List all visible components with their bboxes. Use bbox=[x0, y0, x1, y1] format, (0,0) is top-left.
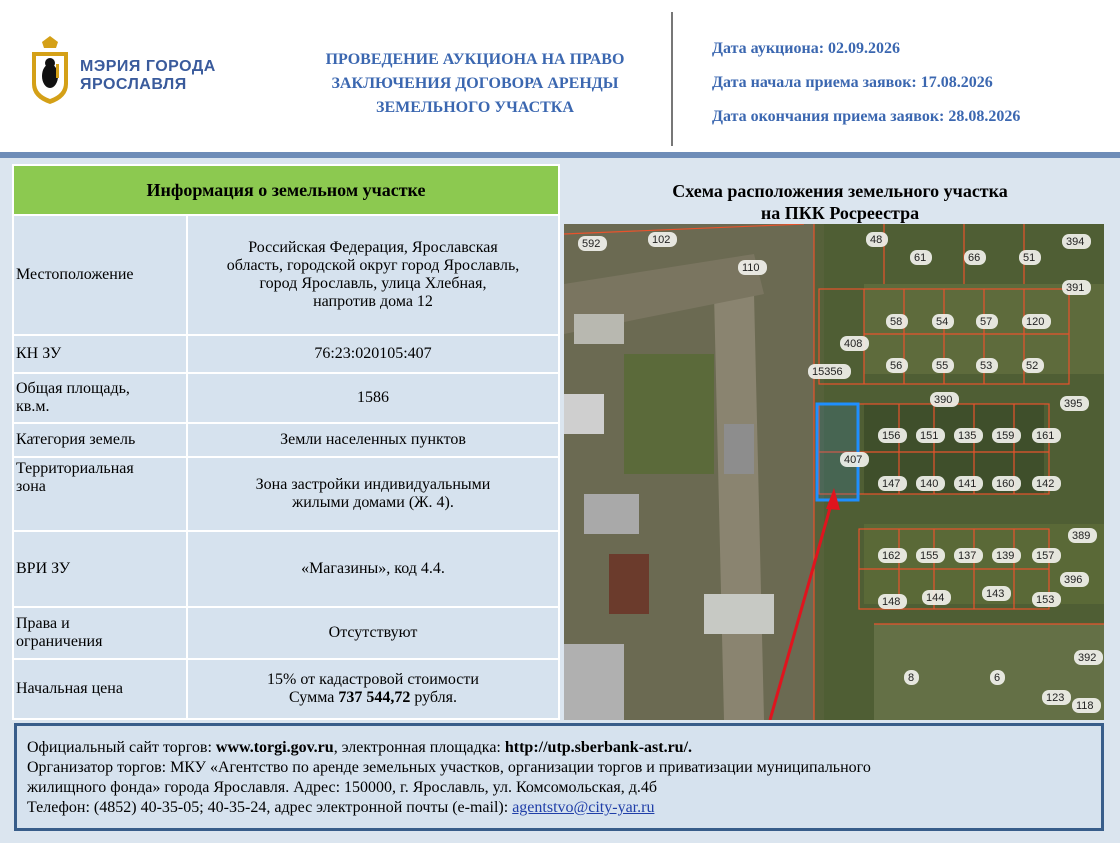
map-image bbox=[564, 224, 1104, 720]
parcel-label: 390 bbox=[934, 394, 953, 406]
value-line: город Ярославль, улица Хлебная, bbox=[259, 275, 487, 292]
row-label: Местоположение bbox=[13, 215, 187, 335]
footer-line1 bbox=[27, 738, 1091, 758]
row-label: ВРИ ЗУ bbox=[13, 531, 187, 607]
auction-dates bbox=[712, 40, 1020, 142]
platform-link[interactable]: http://utp.sberbank-ast.ru/. bbox=[504, 739, 693, 756]
row-label bbox=[13, 373, 187, 423]
cadastral-map[interactable] bbox=[564, 224, 1104, 720]
parcel-label: 135 bbox=[958, 430, 977, 442]
info-heading: Информация о земельном участке bbox=[13, 165, 559, 215]
value-line: напротив дома 12 bbox=[313, 293, 433, 310]
parcel-label: 54 bbox=[936, 316, 949, 328]
parcel-label: 153 bbox=[1036, 594, 1055, 606]
label-line: кв.м. bbox=[16, 398, 50, 415]
parcel-label: 395 bbox=[1064, 398, 1083, 410]
row-label: Категория земель bbox=[13, 423, 187, 457]
parcel-label: 394 bbox=[1066, 236, 1085, 248]
parcel-label: 160 bbox=[996, 478, 1015, 490]
header-divider bbox=[671, 12, 673, 146]
parcel-label: 155 bbox=[920, 550, 939, 562]
row-value: Земли населенных пунктов bbox=[187, 423, 559, 457]
parcel-label: 140 bbox=[920, 478, 939, 490]
email-link[interactable]: agentstvo@city-yar.ru bbox=[512, 799, 655, 816]
application-end-date: Дата окончания приема заявок: 28.08.2026 bbox=[712, 108, 1021, 125]
label-line: зона bbox=[16, 478, 46, 495]
label-line: Территориальная bbox=[16, 460, 134, 477]
parcel-label: 391 bbox=[1066, 282, 1085, 294]
parcel-label: 61 bbox=[914, 252, 927, 264]
row-value: Отсутствуют bbox=[187, 607, 559, 659]
table-row bbox=[13, 607, 559, 659]
parcel-label: 52 bbox=[1026, 360, 1039, 372]
parcel-label: 48 bbox=[870, 234, 883, 246]
parcel-label: 161 bbox=[1036, 430, 1055, 442]
parcel-label: 389 bbox=[1072, 530, 1091, 542]
sum-value: 737 544,72 bbox=[338, 689, 411, 706]
page-title bbox=[285, 48, 665, 120]
scheme-title bbox=[565, 180, 1115, 224]
land-info-table bbox=[12, 164, 560, 720]
title-line2: ЗАКЛЮЧЕНИЯ ДОГОВОРА АРЕНДЫ bbox=[331, 75, 619, 92]
row-label: Начальная цена bbox=[13, 659, 187, 719]
value-line: Российская Федерация, Ярославская bbox=[248, 239, 498, 256]
value-line: область, городской округ город Ярославль, bbox=[226, 257, 520, 274]
area-value: 1586 bbox=[187, 373, 559, 423]
scheme-title-line2: на ПКК Росреестра bbox=[760, 203, 920, 223]
row-value: «Магазины», код 4.4. bbox=[187, 531, 559, 607]
label-line: Права и bbox=[16, 615, 70, 632]
parcel-label: 110 bbox=[742, 262, 760, 274]
sum-prefix: Сумма bbox=[289, 689, 339, 706]
platform-label: , электронная площадка: bbox=[333, 739, 505, 756]
value-line: 15% от кадастровой стоимости bbox=[267, 671, 479, 688]
parcel-label: 142 bbox=[1036, 478, 1055, 490]
phone-text: Телефон: (4852) 40-35-05; 40-35-24, адрес электронной почты (e-mail): bbox=[27, 799, 513, 816]
table-row bbox=[13, 531, 559, 607]
label-line: Общая площадь, bbox=[16, 380, 130, 397]
parcel-label: 144 bbox=[926, 592, 945, 604]
parcel-label: 396 bbox=[1064, 574, 1083, 586]
phone-line bbox=[27, 798, 1091, 818]
parcel-label: 156 bbox=[882, 430, 901, 442]
logo-line2: ЯРОСЛАВЛЯ bbox=[80, 76, 187, 93]
auction-date: Дата аукциона: 02.09.2026 bbox=[712, 40, 901, 57]
parcel-label: 141 bbox=[958, 478, 977, 490]
parcel-label: 137 bbox=[958, 550, 977, 562]
organizer-line: Организатор торгов: МКУ «Агентство по аренде земельных участков, организации торгов и приватизации муниципального bbox=[27, 759, 871, 776]
parcel-label: 162 bbox=[882, 550, 901, 562]
scheme-title-line1: Схема расположения земельного участка bbox=[672, 181, 1008, 201]
site-link[interactable]: www.torgi.gov.ru bbox=[215, 739, 334, 756]
parcel-label: 53 bbox=[980, 360, 993, 372]
title-line1: ПРОВЕДЕНИЕ АУКЦИОНА НА ПРАВО bbox=[325, 51, 625, 68]
parcel-label: 159 bbox=[996, 430, 1015, 442]
parcel-label: 151 bbox=[920, 430, 939, 442]
row-value bbox=[187, 215, 559, 335]
parcel-label: 392 bbox=[1078, 652, 1097, 664]
parcel-label: 15356 bbox=[812, 366, 843, 378]
parcel-label: 147 bbox=[882, 478, 901, 490]
parcel-label: 57 bbox=[980, 316, 993, 328]
price-sum bbox=[190, 689, 556, 707]
parcel-label: 408 bbox=[844, 338, 863, 350]
parcel-label: 157 bbox=[1036, 550, 1055, 562]
parcel-label: 139 bbox=[996, 550, 1015, 562]
footer-contacts bbox=[14, 723, 1104, 831]
header bbox=[0, 0, 1120, 152]
row-label bbox=[13, 607, 187, 659]
parcel-label: 6 bbox=[994, 672, 1001, 684]
row-value bbox=[187, 659, 559, 719]
row-label bbox=[13, 457, 187, 531]
parcel-label: 143 bbox=[986, 588, 1005, 600]
table-row bbox=[13, 373, 559, 423]
mayor-logo bbox=[28, 36, 248, 106]
parcel-label: 118 bbox=[1076, 700, 1094, 712]
label-line: ограничения bbox=[16, 633, 103, 650]
cadastral-number: 76:23:020105:407 bbox=[187, 335, 559, 373]
parcel-label: 56 bbox=[890, 360, 903, 372]
table-row bbox=[13, 423, 559, 457]
address-line: жилищного фонда» города Ярославля. Адрес: 150000, г. Ярославль, ул. Комсомольская, д.4б bbox=[27, 779, 657, 796]
value-line: Зона застройки индивидуальными bbox=[255, 476, 491, 493]
table-row bbox=[13, 659, 559, 719]
coat-of-arms-icon bbox=[28, 36, 72, 104]
header-bar bbox=[0, 152, 1120, 158]
row-label: КН ЗУ bbox=[13, 335, 187, 373]
parcel-label: 592 bbox=[582, 238, 601, 250]
title-line3: ЗЕМЕЛЬНОГО УЧАСТКА bbox=[376, 99, 574, 116]
application-start-date: Дата начала приема заявок: 17.08.2026 bbox=[712, 74, 993, 91]
parcel-label: 407 bbox=[844, 454, 863, 466]
parcel-label: 55 bbox=[936, 360, 949, 372]
table-row bbox=[13, 215, 559, 335]
parcel-label: 102 bbox=[652, 234, 671, 246]
logo-line1: МЭРИЯ ГОРОДА bbox=[80, 58, 216, 75]
site-label: Официальный сайт торгов: bbox=[27, 739, 216, 756]
row-value bbox=[187, 457, 559, 531]
value-line: жилыми домами (Ж. 4). bbox=[292, 494, 454, 511]
parcel-label: 123 bbox=[1046, 692, 1065, 704]
table-row bbox=[13, 335, 559, 373]
parcel-label: 51 bbox=[1023, 252, 1036, 264]
parcel-label: 148 bbox=[882, 596, 901, 608]
parcel-label: 66 bbox=[968, 252, 981, 264]
parcel-label: 58 bbox=[890, 316, 903, 328]
parcel-label: 8 bbox=[908, 672, 915, 684]
parcel-label: 120 bbox=[1026, 316, 1045, 328]
table-row bbox=[13, 457, 559, 531]
sum-suffix: рубля. bbox=[410, 689, 457, 706]
